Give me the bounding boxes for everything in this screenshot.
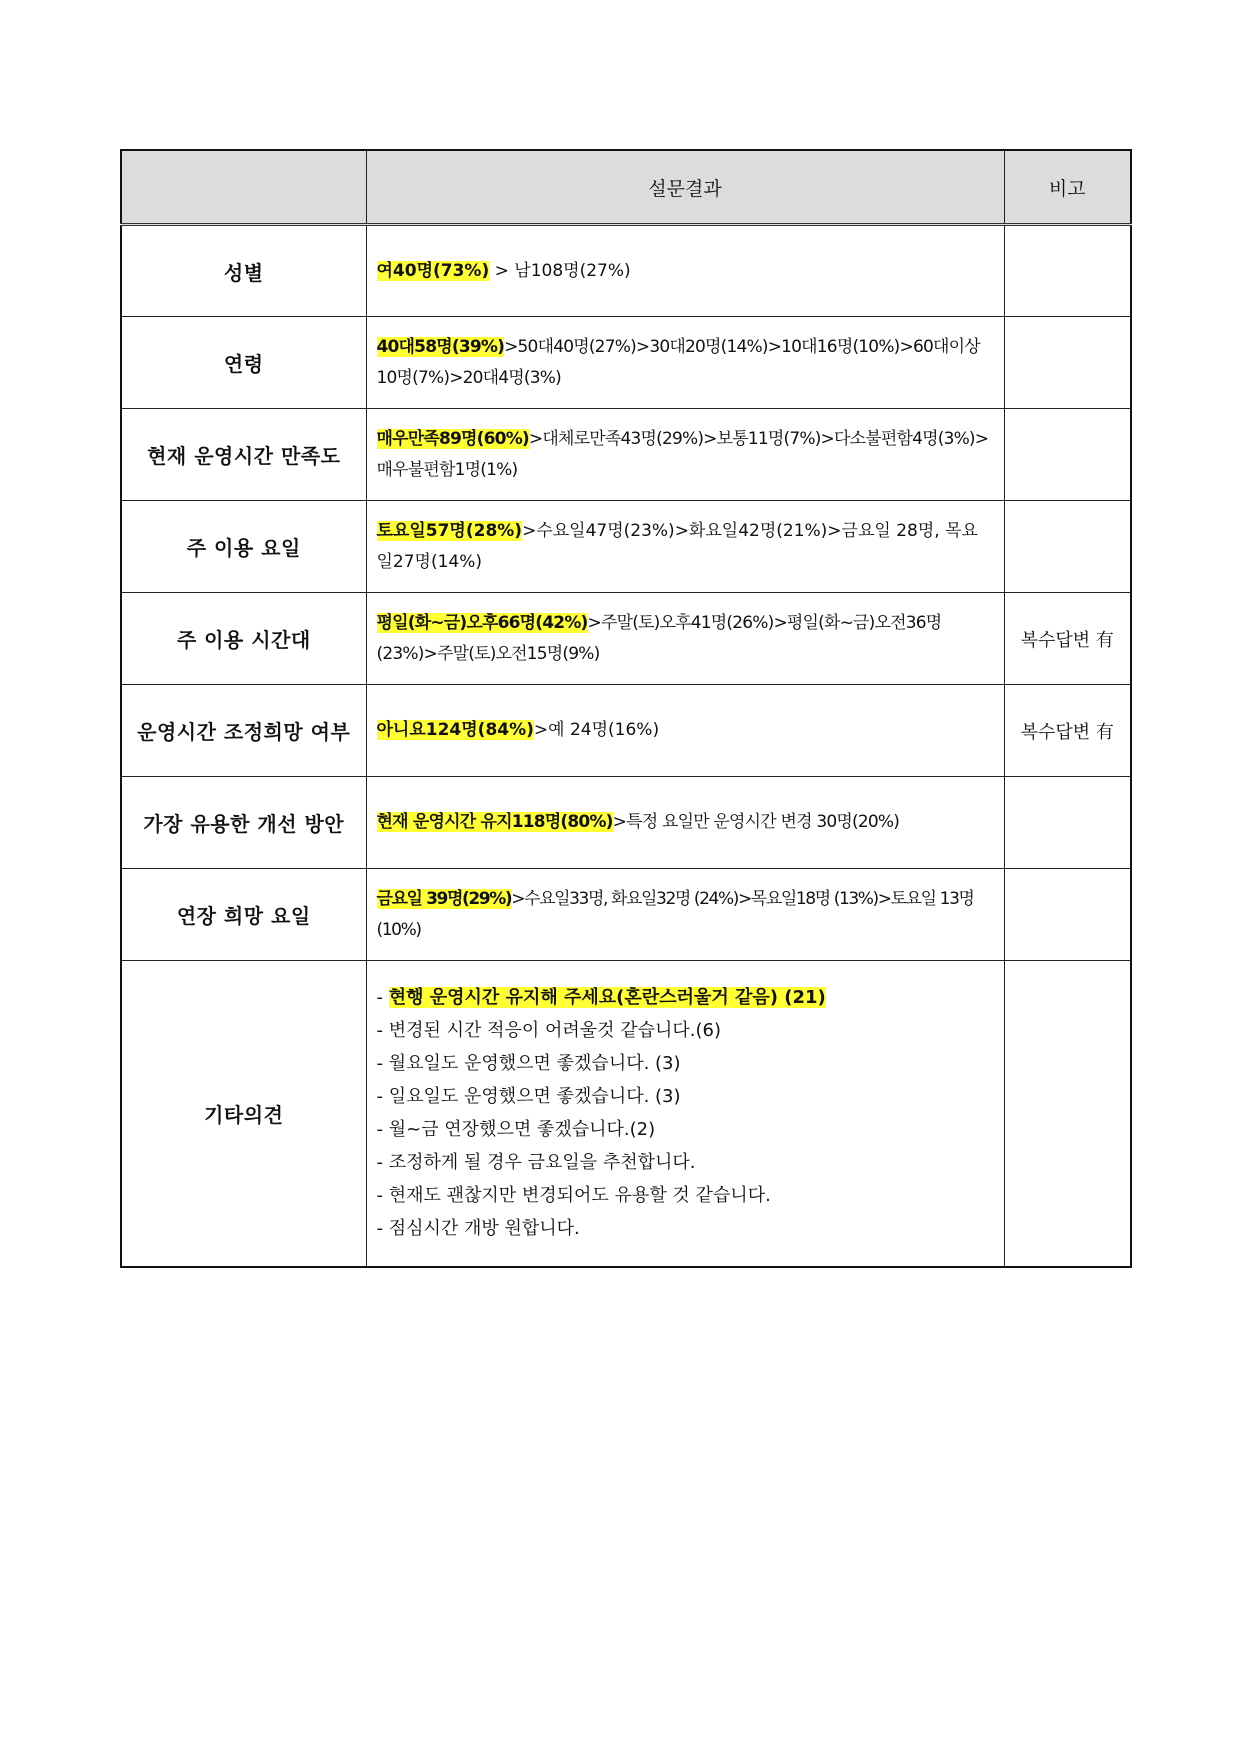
row-label: 성별	[121, 225, 366, 317]
row-result	[366, 409, 1004, 501]
table-row-gender	[121, 225, 1131, 317]
row-result	[366, 225, 1004, 317]
result-highlight: 현재 운영시간 유지118명(80%)	[376, 812, 613, 832]
table-row-main-time	[121, 593, 1131, 685]
row-result	[366, 501, 1004, 593]
row-label: 연령	[121, 317, 366, 409]
row-label: 운영시간 조정희망 여부	[121, 685, 366, 777]
table-row-age	[121, 317, 1131, 409]
table-row-adjust-wish	[121, 685, 1131, 777]
row-result	[366, 317, 1004, 409]
result-rest: >수요일33명, 화요일32명 (24%)>목요일18명 (13%)>토요일 13명(10%)	[376, 888, 974, 940]
table-header-row	[121, 150, 1131, 225]
row-note	[1004, 869, 1131, 961]
table-row-other-opinions	[121, 961, 1131, 1267]
row-label: 기타의견	[121, 961, 366, 1267]
row-label: 가장 유용한 개선 방안	[121, 777, 366, 869]
result-rest: >주말(토)오후41명(26%)>평일(화~금)오전36명(23%)>주말(토)오전15명(9%)	[376, 612, 942, 664]
result-highlight: 아니요124명(84%)	[376, 720, 534, 740]
row-result	[366, 961, 1004, 1267]
row-result	[366, 593, 1004, 685]
table-row-satisfaction	[121, 409, 1131, 501]
row-note	[1004, 409, 1131, 501]
list-item: - 변경된 시간 적응이 어려울것 같습니다.(6)	[377, 1014, 994, 1047]
list-item: - 조정하게 될 경우 금요일을 추천합니다.	[377, 1146, 994, 1179]
result-highlight: 금요일 39명(29%)	[376, 888, 512, 909]
row-result	[366, 685, 1004, 777]
result-rest: >50대40명(27%)>30대20명(14%)>10대16명(10%)>60대이상10명(7%)>20대4명(3%)	[376, 336, 980, 388]
result-rest: >특정 요일만 운영시간 변경 30명(20%)	[612, 812, 900, 832]
result-highlight: 현행 운영시간 유지해 주세요(혼란스러울거 같음) (21)	[388, 987, 826, 1009]
result-highlight: 여40명(73%)	[376, 260, 490, 281]
row-note	[1004, 225, 1131, 317]
header-result-cell: 설문결과	[366, 150, 1004, 225]
list-item: - 일요일도 운영했으면 좋겠습니다. (3)	[377, 1080, 994, 1113]
header-note-cell: 비고	[1004, 150, 1131, 225]
row-note	[1004, 317, 1131, 409]
result-rest: >수요일47명(23%)>화요일42명(21%)>금요일 28명, 목요일27명(14%)	[376, 520, 978, 572]
row-label: 주 이용 요일	[121, 501, 366, 593]
row-note: 복수답변 有	[1004, 685, 1131, 777]
table-row-improvement	[121, 777, 1131, 869]
table-row-extension-day	[121, 869, 1131, 961]
row-result	[366, 777, 1004, 869]
result-highlight: 40대58명(39%)	[376, 336, 505, 357]
result-rest: > 남108명(27%)	[489, 260, 631, 281]
table-row-main-day	[121, 501, 1131, 593]
list-item: - 현재도 괜찮지만 변경되어도 유용할 것 같습니다.	[377, 1179, 994, 1212]
list-item: - 월~금 연장했으면 좋겠습니다.(2)	[377, 1113, 994, 1146]
result-rest: >예 24명(16%)	[533, 720, 660, 740]
opinion-list	[377, 981, 994, 1245]
row-note	[1004, 777, 1131, 869]
result-highlight: 토요일57명(28%)	[376, 520, 523, 541]
list-item: - 월요일도 운영했으면 좋겠습니다. (3)	[377, 1047, 994, 1080]
row-note: 복수답변 有	[1004, 593, 1131, 685]
row-result	[366, 869, 1004, 961]
list-item	[377, 981, 994, 1014]
result-highlight: 평일(화~금)오후66명(42%)	[376, 612, 588, 633]
result-rest: >대체로만족43명(29%)>보통11명(7%)>다소불편함4명(3%)>매우불편함1명(1%)	[376, 428, 989, 480]
row-label: 현재 운영시간 만족도	[121, 409, 366, 501]
row-label: 연장 희망 요일	[121, 869, 366, 961]
row-note	[1004, 961, 1131, 1267]
result-highlight: 매우만족89명(60%)	[376, 428, 529, 449]
survey-results-table	[120, 149, 1132, 1268]
list-item: - 점심시간 개방 원합니다.	[377, 1212, 994, 1245]
header-item-cell	[121, 150, 366, 225]
row-label: 주 이용 시간대	[121, 593, 366, 685]
row-note	[1004, 501, 1131, 593]
